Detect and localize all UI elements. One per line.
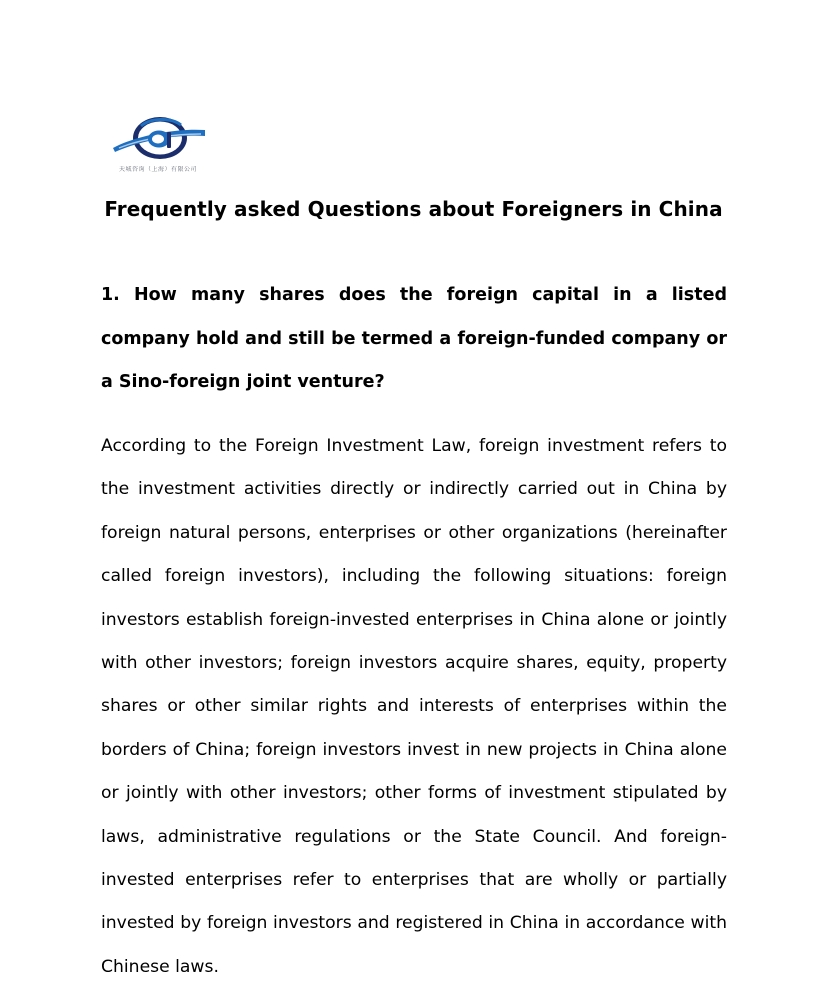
question-heading: 1. How many shares does the foreign capital in a listed company hold and still be termed a foreign-funded company or a Sino-foreign joint venture? xyxy=(101,285,727,392)
document-title: Frequently asked Questions about Foreigners in China xyxy=(104,197,723,221)
logo-emblem-icon xyxy=(105,108,211,166)
logo-caption: 天城咨询（上海）有限公司 xyxy=(118,166,197,173)
answer-paragraph: According to the Foreign Investment Law, foreign investment refers to the investment activities directly or indirectly carried out in China by foreign natural persons, enterprises or other organizations (hereinafter called foreign investors), including the following situations: foreign investors establish foreign-invested enterprises in China alone or jointly with other investors; foreign investors acquire shares, equity, property shares or other similar rights and interests of enterprises within the borders of China; foreign investors invest in new projects in China alone or jointly with other investors; other forms of investment stipulated by laws, administrative regulations or the State Council. And foreign-invested enterprises refer to enterprises that are wholly or partially invested by foreign investors and registered in China in accordance with Chinese laws. xyxy=(101,436,727,977)
company-logo xyxy=(105,108,211,180)
